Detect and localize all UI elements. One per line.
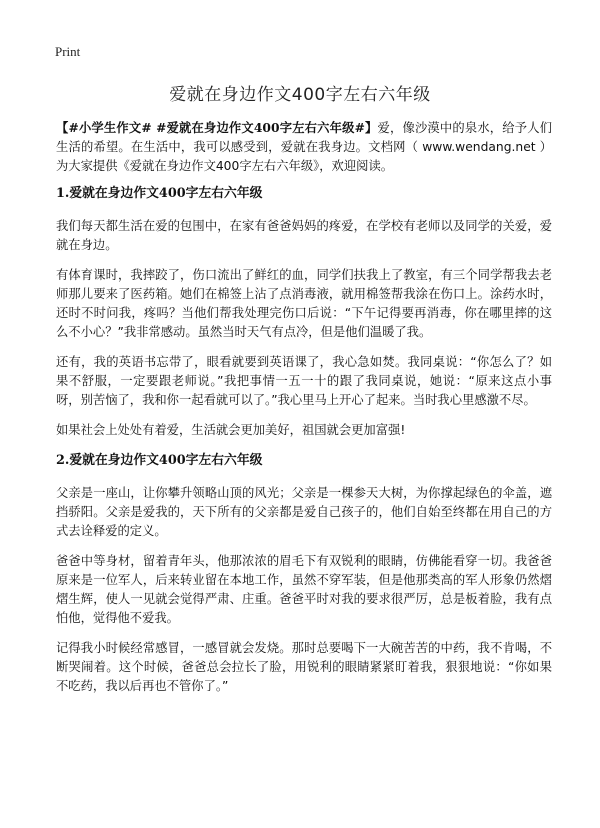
print-link[interactable]: Print (55, 44, 81, 59)
intro-tags: 【#小学生作文# #爱就在身边作文400字左右六年级#】 (56, 120, 378, 135)
article-body (56, 118, 552, 707)
intro-text: 爱，像沙漠中的泉水，给予人们生活的希望。在生活中，我可以感受到，爱就在我身边。文档网（ www.wendang.net ）为大家提供《爱就在身边作文400字左右六年级》，欢迎阅读。 (56, 121, 552, 173)
section-1-paragraph-3: 还有，我的英语书忘带了，眼看就要到英语课了，我心急如焚。我同桌说：“你怎么了？如果不舒服，一定要跟老师说。”我把事情一五一十的跟了我同桌说，她说：“原来这点小事呀，别苦恼了，我和你一起看就可以了。”我心里马上开心了起来。当时我心里感激不尽。 (56, 355, 552, 407)
section-1-paragraph-4: 如果社会上处处有着爱，生活就会更加美好，祖国就会更加富强! (56, 423, 406, 437)
intro-paragraph (56, 118, 552, 176)
section-heading-2: 2.爱就在身边作文400字左右六年级 (56, 453, 263, 468)
document-title: 爱就在身边作文400字左右六年级 (169, 85, 431, 105)
section-2-paragraph-1: 父亲是一座山，让你攀升领略山顶的风光；父亲是一棵参天大树，为你撑起绿色的伞盖，遮挡骄阳。父亲是爱我的，天下所有的父亲都是爱自己孩子的，他们自始至终都在用自己的方式去诠释爱的定义。 (56, 486, 552, 538)
section-1-paragraph-1: 我们每天都生活在爱的包围中，在家有爸爸妈妈的疼爱，在学校有老师以及同学的关爱，爱就在身边。 (56, 219, 552, 252)
section-2-paragraph-2: 爸爸中等身材，留着青年头，他那浓浓的眉毛下有双锐利的眼睛，仿佛能看穿一切。我爸爸原来是一位军人，后来转业留在本地工作，虽然不穿军装，但是他那类高的军人形象仍然熠熠生辉，使人一见就会觉得严肃、庄重。爸爸平时对我的要求很严厉，总是板着脸，我有点怕他，觉得他不爱我。 (56, 554, 552, 625)
section-1-paragraph-2: 有体育课时，我摔跤了，伤口流出了鲜红的血，同学们扶我上了教室，有三个同学帮我去老师那儿要来了医药箱。她们在棉签上沾了点消毒液，就用棉签帮我涂在伤口上。涂药水时，还时不时问我，疼吗？当他们帮我处理完伤口后说：“下午记得要再消毒，你在哪里摔的这么不小心？”我非常感动。虽然当时天气有点冷，但是他们温暖了我。 (56, 268, 552, 339)
section-2-paragraph-3: 记得我小时候经常感冒，一感冒就会发烧。那时总要喝下一大碗苦苦的中药，我不肯喝，不断哭闹着。这个时候，爸爸总会拉长了脸，用锐利的眼睛紧紧盯着我，狠狠地说：“你如果不吃药，我以后再也不管你了。” (56, 641, 552, 693)
section-heading-1: 1.爱就在身边作文400字左右六年级 (56, 186, 263, 201)
